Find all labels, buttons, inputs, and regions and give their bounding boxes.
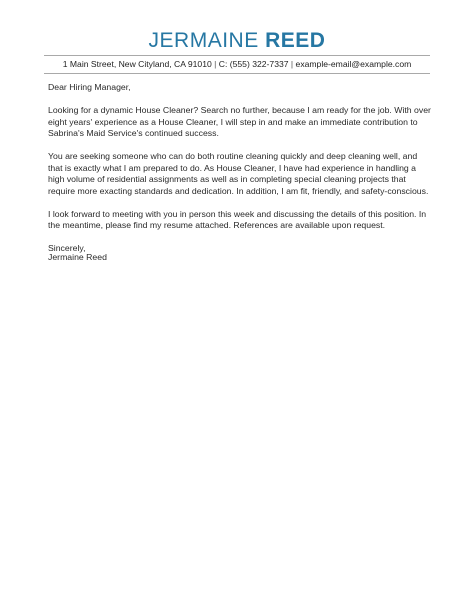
contact-line (0, 58, 474, 71)
paragraph-closing: I look forward to meeting with you in person this week and discussing the details of this position. In the meantime, please find my resume attached. References are available upon request. (48, 208, 427, 230)
closing: Sincerely, (48, 242, 86, 253)
contact-phone: C: (555) 322-7337 (218, 59, 289, 69)
contact-address: 1 Main Street, New Cityland, CA 91010 (62, 59, 212, 69)
signature-name: Jermaine Reed (48, 252, 107, 262)
applicant-name-heading (0, 28, 474, 54)
last-name: REED (265, 29, 326, 52)
contact-separator: | (290, 59, 294, 69)
paragraph-experience: You are seeking someone who can do both routine cleaning quickly and deep cleaning well, and that is exactly what I am prepared to do. As House Cleaner, I have had experience in handling a high volume of residential assignments as well as in completing special cleaning projects that require more exacting standards and dedication. In addition, I am fit, friendly, and safety-conscious. (48, 151, 429, 196)
paragraph-intro: Looking for a dynamic House Cleaner? Search no further, because I am ready for the job. With over eight years' experience as a House Cleaner, I will step in and make an immediate contribution to Sabrina's Maid Service's continued success. (48, 105, 431, 138)
first-name: JERMAINE (148, 29, 259, 52)
salutation: Dear Hiring Manager, (48, 82, 131, 92)
letter-body (48, 82, 432, 266)
contact-separator: | (214, 59, 217, 69)
header-rule-bottom (44, 73, 430, 74)
contact-email: example-email@example.com (295, 59, 412, 69)
header-rule-top (44, 55, 430, 56)
